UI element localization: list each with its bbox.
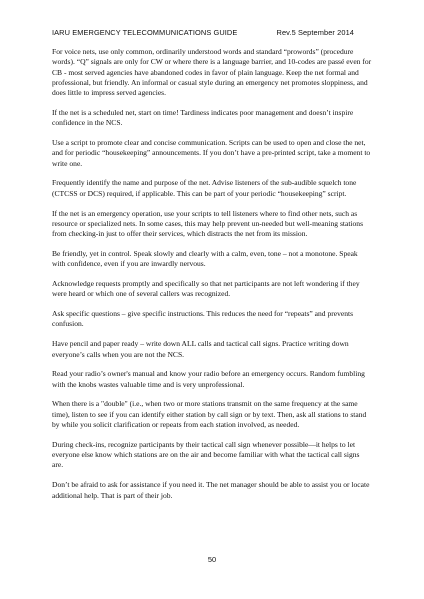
header-revision: Rev.5 September 2014 (276, 28, 354, 37)
paragraph: Use a script to promote clear and concise communication. Scripts can be used to open and close the net, and for periodic “housekeeping” announcements. If you don’t have a pre-printed script, take a moment to write one. (52, 138, 371, 168)
page-number: 50 (207, 555, 217, 564)
paragraph: During check-ins, recognize participants by their tactical call sign whenever possible—it helps to let everyone else know which stations are on the air and become familiar with what the tactical call signs are. (52, 439, 360, 470)
paragraph: Ask specific questions – give specific instructions. This reduces the need for “repeats” and prevents confusion. (52, 309, 354, 329)
paragraph: When there is a "double" (i.e., when two or more stations transmit on the same frequency at the same time), listen to see if you can identify either station by call sign or by text. Then, ask all stations to stand by while you solicit clarification or repeats from each station involved, as needed. (52, 399, 367, 430)
paragraph: Acknowledge requests promptly and specifically so that net participants are not left wondering if they were heard or which one of several callers was recognized. (52, 279, 360, 299)
body-text (52, 47, 372, 501)
paragraph: Be friendly, yet in control. Speak slowly and clearly with a calm, even, tone – not a monotone. Speak with confidence, even if you are inwardly nervous. (52, 248, 358, 269)
paragraph: Have pencil and paper ready – write down ALL calls and tactical call signs. Practice writing down everyone’s calls when you are not the NCS. (52, 339, 349, 359)
paragraph: For voice nets, use only common, ordinarily understood words and standard “prowords” (procedure words). “Q” signals are only for CW or where there is a language barrier, and 10-codes are passé even for CB - most served agencies have abandoned codes in favor of plain language. Keep the net formal and professional, but friendly. An informal or casual style during an emergency net promotes sloppiness, and does little to impress served agencies. (52, 47, 372, 98)
paragraph: Don’t be afraid to ask for assistance if you need it. The net manager should be able to assist you or locate additional help. That is part of their job. (52, 480, 370, 500)
running-header (52, 28, 372, 38)
paragraph: If the net is an emergency operation, use your scripts to tell listeners where to find other nets, such as resource or specialized nets. In some cases, this may help prevent un-needed but well-meaning stations from checking-in just to offer their services, which distracts the net from its mission. (52, 208, 363, 239)
paragraph: Read your radio’s owner's manual and know your radio before an emergency occurs. Random fumbling with the knobs wastes valuable time and is very unprofessional. (52, 369, 365, 389)
paragraph: Frequently identify the name and purpose of the net. Advise listeners of the sub-audible squelch tone (CTCSS or DCS) required, if applicable. This can be part of your periodic “housekeeping” script. (52, 178, 357, 198)
paragraph: If the net is a scheduled net, start on time! Tardiness indicates poor management and doesn’t inspire confidence in the NCS. (52, 107, 354, 128)
header-title: IARU EMERGENCY TELECOMMUNICATIONS GUIDE (52, 28, 238, 37)
